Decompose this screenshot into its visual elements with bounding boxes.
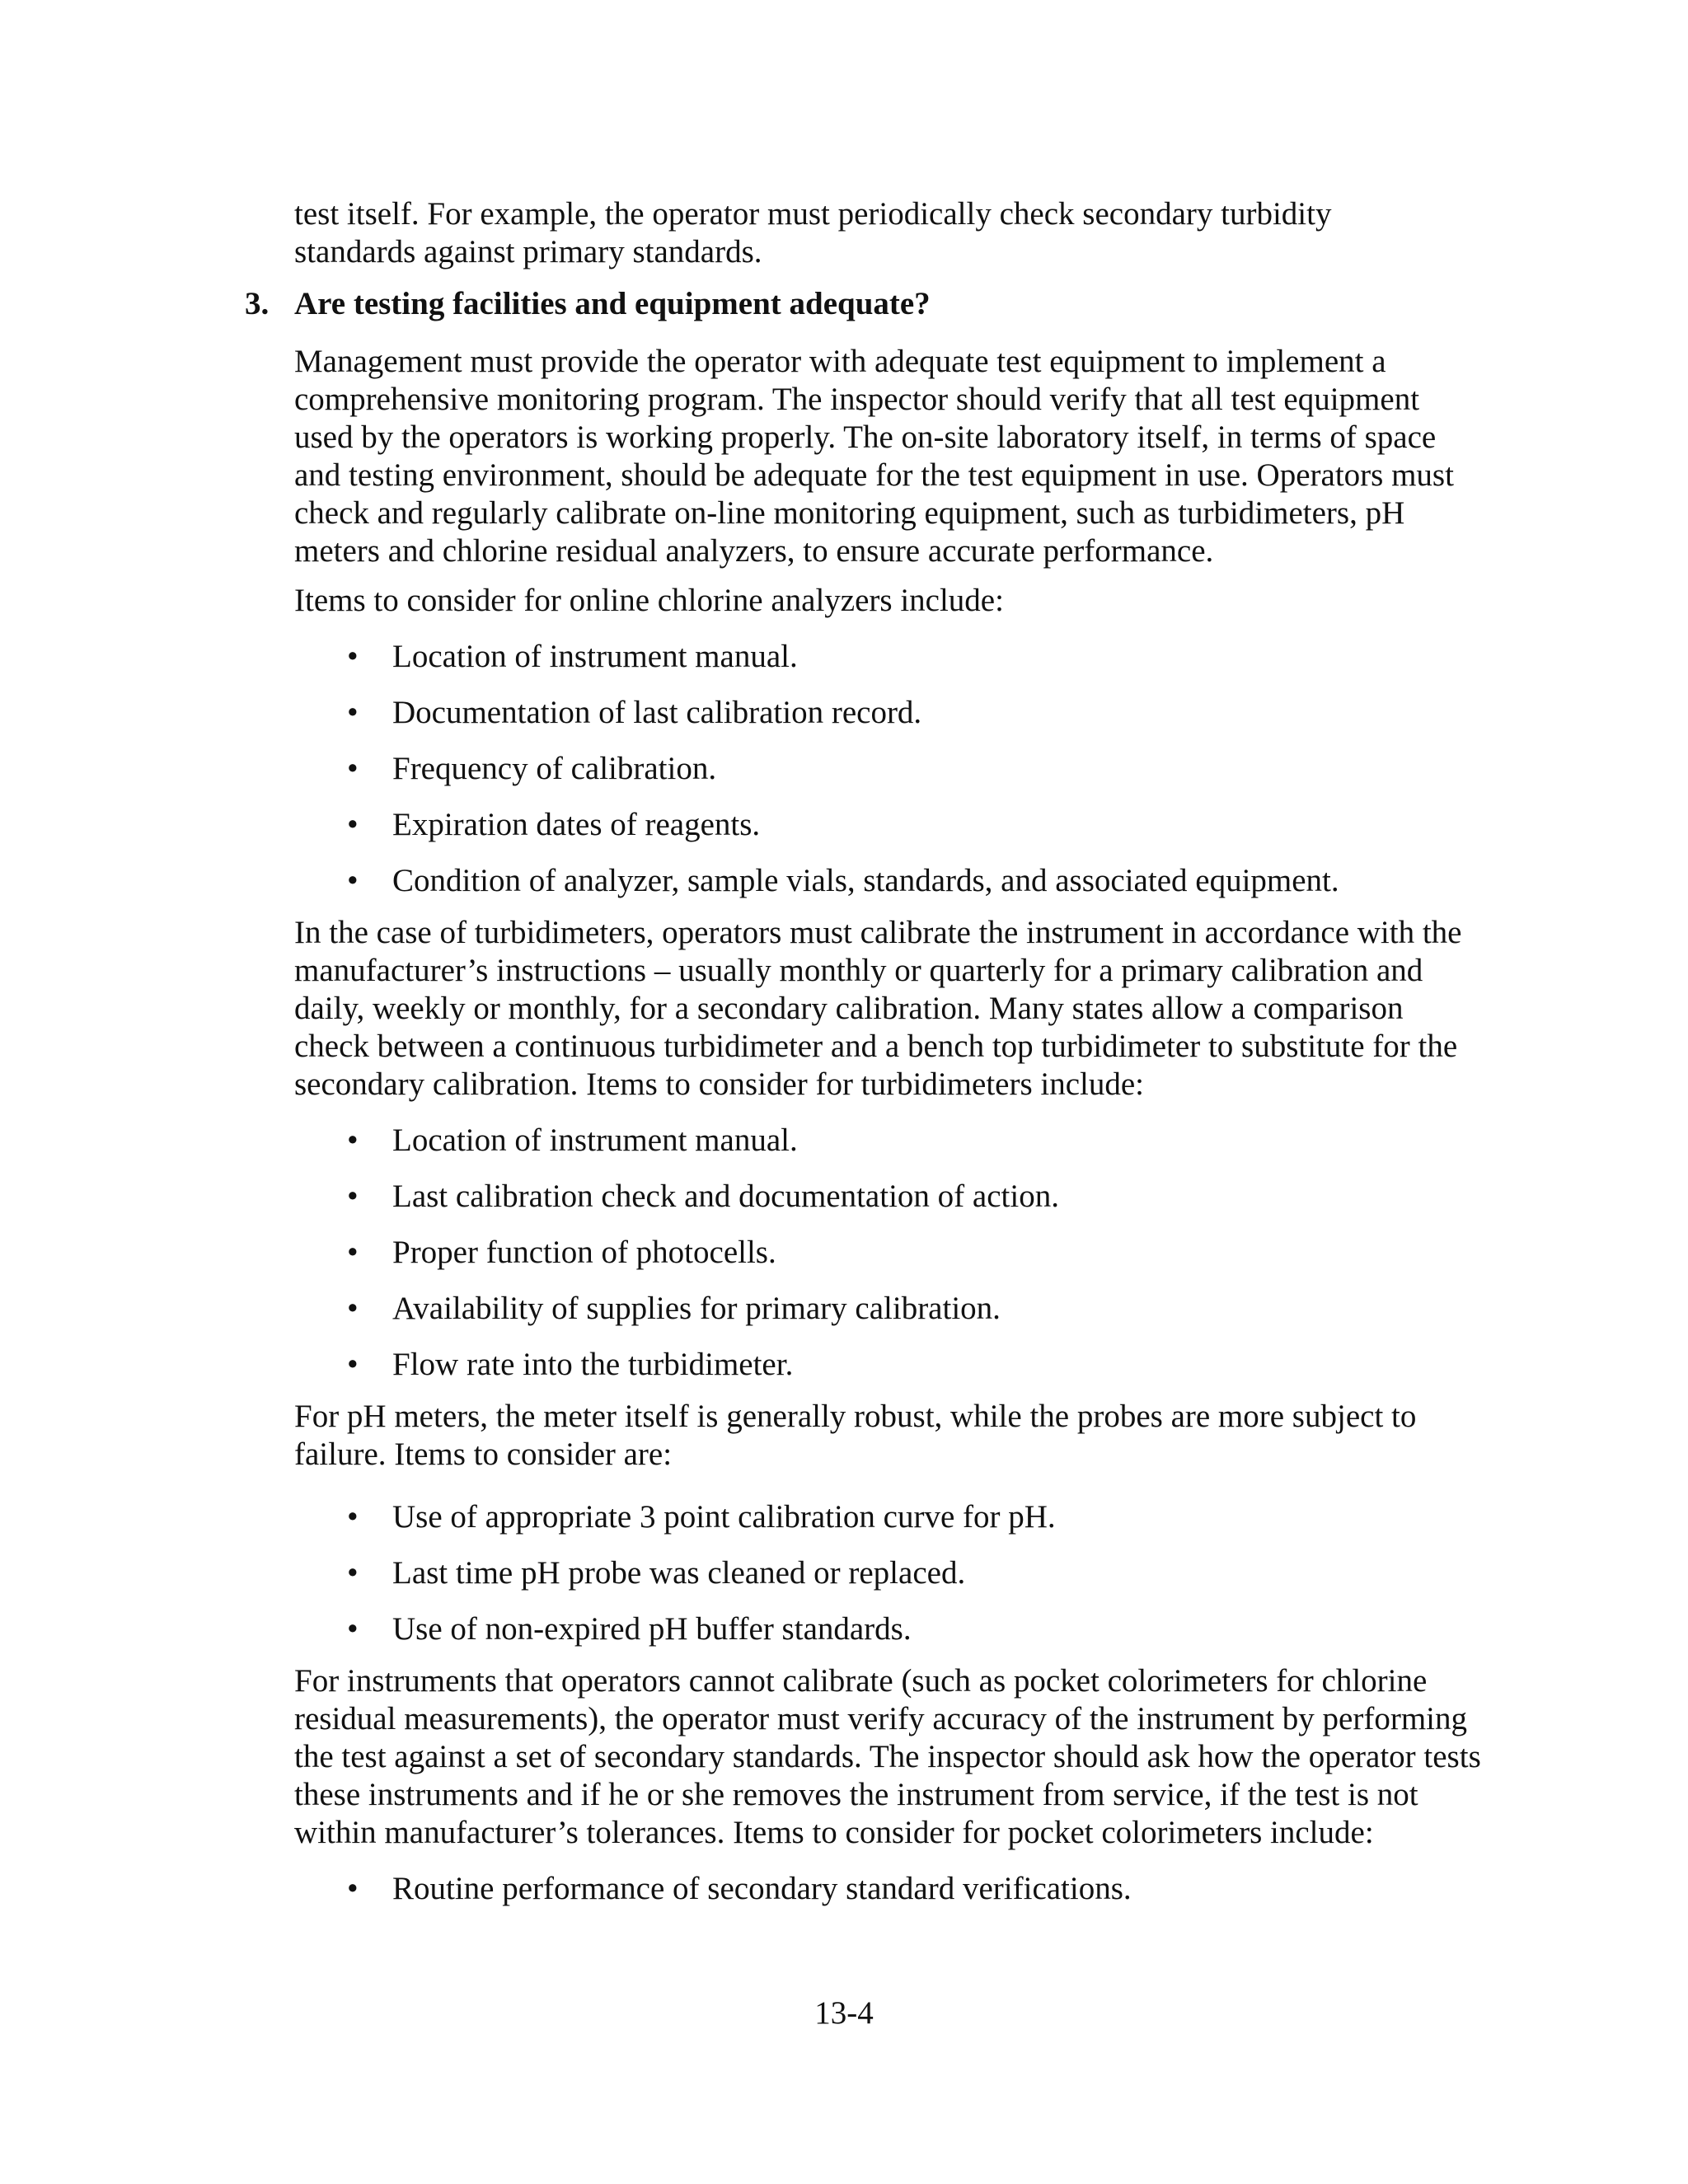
ph-meter-list bbox=[294, 1498, 1481, 1648]
section-number: 3. bbox=[245, 286, 270, 321]
colorimeter-list bbox=[294, 1870, 1481, 1908]
page-content bbox=[245, 195, 1481, 1926]
turbidimeter-list bbox=[294, 1122, 1481, 1384]
bullet-icon: • bbox=[347, 1499, 359, 1535]
list-item-text: Location of instrument manual. bbox=[392, 639, 798, 674]
turbidimeter-paragraph: In the case of turbidimeters, operators must calibrate the instrument in accordance with the manufacturer’s instructions – usually monthly or quarterly for a primary calibration and daily, weekly or monthly, for a secondary calibration. Many states allow a comparison check between a continuous turbidimeter and a bench top turbidimeter to substitute for the secondary calibration. Items to consider for turbidimeters include: bbox=[294, 915, 1462, 1102]
bullet-icon: • bbox=[347, 807, 359, 842]
list-item bbox=[294, 1554, 1481, 1592]
list-item bbox=[294, 1870, 1481, 1908]
list-item bbox=[294, 1290, 1481, 1328]
list-item-text: Last calibration check and documentation of action. bbox=[392, 1179, 1059, 1214]
list-item-text: Documentation of last calibration record. bbox=[392, 695, 922, 730]
list-item bbox=[294, 1234, 1481, 1272]
ph-paragraph: For pH meters, the meter itself is generally robust, while the probes are more subject to failure. Items to consider are: bbox=[294, 1399, 1417, 1472]
list-item-text: Expiration dates of reagents. bbox=[392, 807, 761, 842]
list-item bbox=[294, 862, 1481, 900]
bullet-icon: • bbox=[347, 1555, 359, 1591]
list-item bbox=[294, 694, 1481, 732]
list-item-text: Routine performance of secondary standard verifications. bbox=[392, 1871, 1132, 1906]
list-item-text: Frequency of calibration. bbox=[392, 751, 717, 786]
intro-line-1: test itself. For example, the operator must periodically check secondary turbidity bbox=[294, 196, 1332, 232]
list-item-text: Last time pH probe was cleaned or replaced. bbox=[392, 1555, 966, 1591]
list-item bbox=[294, 750, 1481, 788]
list-item bbox=[294, 638, 1481, 676]
list-item bbox=[294, 1346, 1481, 1384]
list-item bbox=[294, 1498, 1481, 1536]
list-item bbox=[294, 1610, 1481, 1648]
list-item bbox=[294, 806, 1481, 844]
bullet-icon: • bbox=[347, 1179, 359, 1214]
chlorine-intro-paragraph: Items to consider for online chlorine analyzers include: bbox=[294, 583, 1004, 618]
bullet-icon: • bbox=[347, 1122, 359, 1158]
bullet-icon: • bbox=[347, 639, 359, 674]
list-item bbox=[294, 1122, 1481, 1160]
page-number: 13-4 bbox=[814, 1995, 874, 2031]
bullet-icon: • bbox=[347, 695, 359, 730]
list-item-text: Location of instrument manual. bbox=[392, 1122, 798, 1158]
section-heading bbox=[245, 285, 1481, 323]
bullet-icon: • bbox=[347, 1871, 359, 1906]
list-item-text: Use of appropriate 3 point calibration curve for pH. bbox=[392, 1499, 1056, 1535]
bullet-icon: • bbox=[347, 751, 359, 786]
list-item-text: Availability of supplies for primary calibration. bbox=[392, 1291, 1001, 1326]
colorimeter-paragraph: For instruments that operators cannot calibrate (such as pocket colorimeters for chlorine residual measurements), the operator must verify accuracy of the instrument by performing the test against a set of secondary standards. The inspector should ask how the operator tests these instruments and if he or she removes the instrument from service, if the test is not within manufacturer’s tolerances. Items to consider for pocket colorimeters include: bbox=[294, 1663, 1481, 1850]
list-item-text: Use of non-expired pH buffer standards. bbox=[392, 1611, 912, 1647]
list-item-text: Condition of analyzer, sample vials, standards, and associated equipment. bbox=[392, 863, 1339, 898]
intro-paragraph bbox=[294, 195, 1481, 271]
bullet-icon: • bbox=[347, 1291, 359, 1326]
section-title: Are testing facilities and equipment adequate? bbox=[294, 286, 931, 321]
intro-line-2: standards against primary standards. bbox=[294, 234, 762, 269]
list-item bbox=[294, 1178, 1481, 1216]
chlorine-analyzer-list bbox=[294, 638, 1481, 900]
management-paragraph: Management must provide the operator with adequate test equipment to implement a comprehensive monitoring program. The inspector should verify that all test equipment used by the operators is working properly. The on-site laboratory itself, in terms of space and testing environment, should be adequate for the test equipment in use. Operators must check and regularly calibrate on-line monitoring equipment, such as turbidimeters, pH meters and chlorine residual analyzers, to ensure accurate performance. bbox=[294, 344, 1454, 569]
bullet-icon: • bbox=[347, 1347, 359, 1382]
bullet-icon: • bbox=[347, 1235, 359, 1270]
bullet-icon: • bbox=[347, 863, 359, 898]
list-item-text: Proper function of photocells. bbox=[392, 1235, 776, 1270]
bullet-icon: • bbox=[347, 1611, 359, 1647]
list-item-text: Flow rate into the turbidimeter. bbox=[392, 1347, 794, 1382]
